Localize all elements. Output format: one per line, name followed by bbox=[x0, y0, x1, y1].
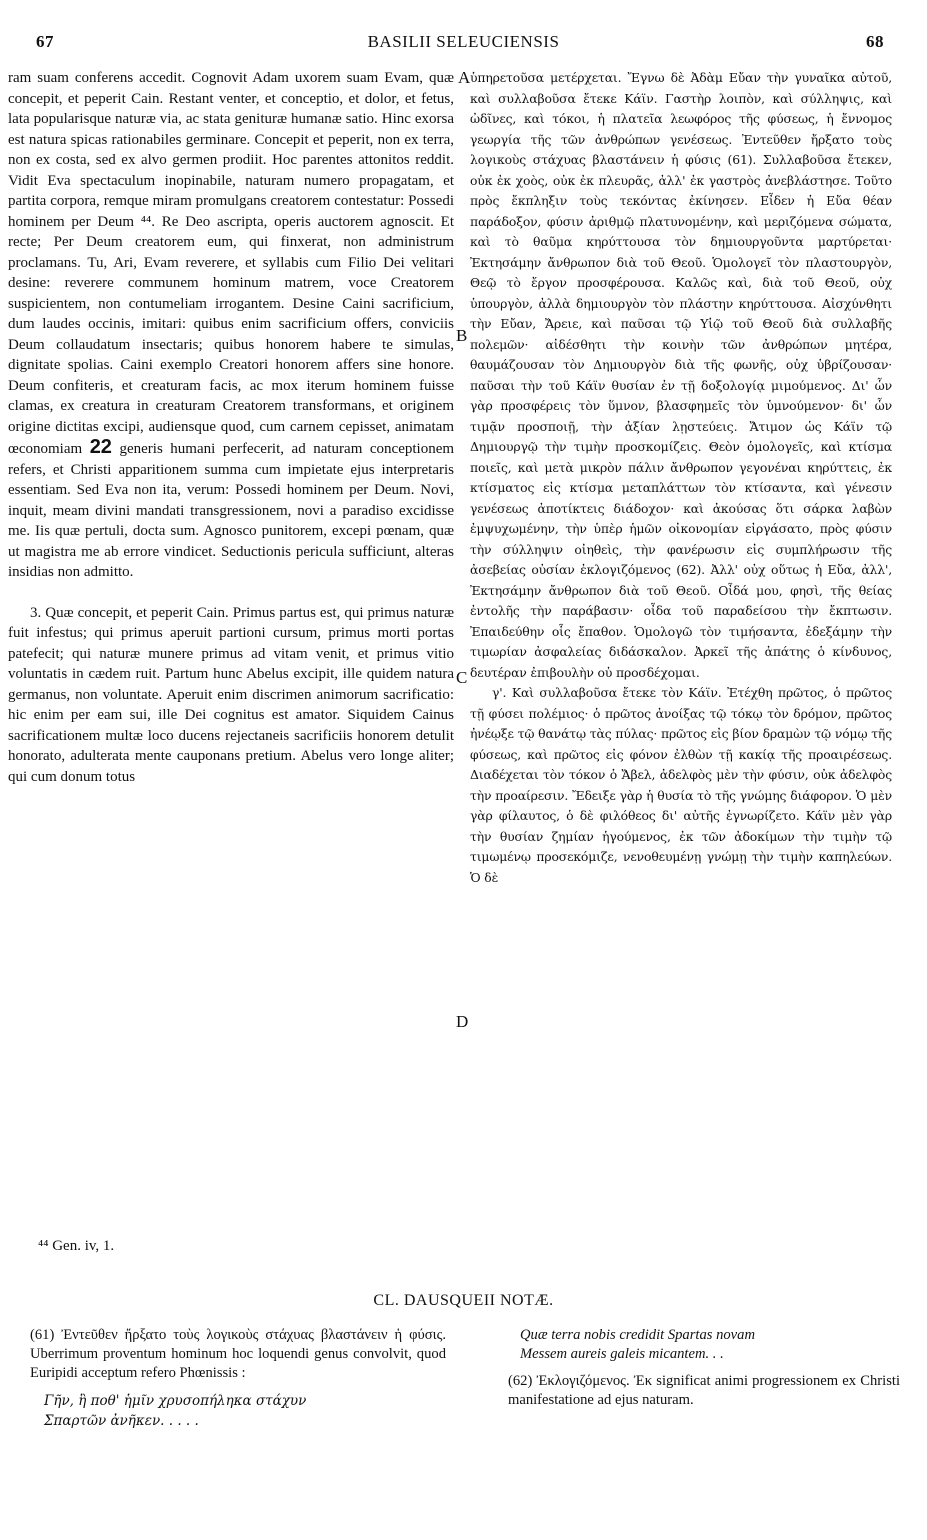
notes-left-column bbox=[30, 1326, 446, 1431]
margin-letter-b: B bbox=[456, 326, 468, 345]
verse-line: Messem aureis galeis micantem. . . bbox=[520, 1346, 724, 1362]
verse-line: Quæ terra nobis credidit Spartas novam bbox=[520, 1327, 755, 1343]
margin-letter-a: A bbox=[458, 68, 471, 87]
latin-paragraph: 3. Quæ concepit, et peperit Cain. Primus partus est, qui primus naturæ fuit infestus; qui primus aperuit partioni cursum, primus morti portas patefecit; qui naturæ munere primus ad vitam venit, et primus vitio voluntatis in cædem ruit. Partum hunc Abelus excipit, ille quidem natura germanus, non voluntate. Aperuit enim discrimen animorum sacrificatio: hic enim per eam sui, ille Dei cognitus est amator. Siquidem Cainus sacrificationem multæ loco ducens rejectaneis sacrificiis honorem detulit honorato, adulterata mente cauponans pretium. Abelus vero longe aliter; qui cum donum totus bbox=[8, 604, 454, 785]
margin-letter-c: C bbox=[456, 668, 468, 687]
latin-text: ram suam conferens accedit. Cognovit Adam uxorem suam Evam, quæ concepit, et peperit Cain. Restant venter, et conceptio, et dolor, et fetus, lata popularisque naturæ via, ac stata genituræ humanæ satio. Hinc exorsa est natura spicas rationabiles germinare. Concepit et peperit, non ex terra, non ex costa, sed ex alvo germen prodiit. Hoc parentes attonitos reddit. Vidit Eva spectaculum inopinabile, naturam numero propagatam, et partita corpora, remque miram promulgans creatorem contestatur: Possedi hominem per Deum ⁴⁴. Re Deo ascripta, operis auctorem agnoscit. Et recte; Per Deum creatorem eum, qui finxerat, non administrum proclamans. Tu, Ari, Evam reverere, et syllabis cum Filio Dei velitari desine: reverere communem hominum matrem, voce Creatorem suspicientem, non contumeliam irrogantem. Desine Caini sacrificium, dum laudes occinis, imitari: quibus enim sacrificium offers, conviciis Deum collaudatum insectaris; quibus honorem habere te simulas, dignitate spolias. Caini exemplo Creatori honorem affers sine honore. Deum confiteris, et creaturam facis, ac mox iterum hominem fuisse clamas, ex creatura in creaturam Creatorem transformans, et originem origine dictitas excipi, audiensque quod, cum carnem cepisset, animatam œconomiam bbox=[8, 70, 454, 457]
margin-letter-d: D bbox=[456, 1012, 469, 1031]
right-page-number: 68 bbox=[866, 32, 884, 51]
note-61: (61) Ἐντεῦθεν ἤρξατο τοὺς λογικοὺς στάχυας βλαστάνειν ἡ φύσις. Uberrimum proventum hominum hoc loquendi genus convolvit, quod Euripidi acceptum refero Phœnissis : bbox=[30, 1327, 446, 1381]
verse-line: Γῆν, ἣ ποθ' ἡμῖν χρυσοπήληκα στάχυν bbox=[44, 1393, 307, 1409]
greek-paragraph: ὑπηρετοῦσα μετέρχεται. Ἔγνω δὲ Ἀδὰμ Εὔαν τὴν γυναῖκα αὐτοῦ, καὶ συλλαβοῦσα ἔτεκε Κάϊν. Γαστὴρ λοιπὸν, καὶ σύλληψις, καὶ ὠδῖνες, καὶ τόκοι, ἡ πλατεῖα λεωφόρος τῆς φύσεως, ἡ ἔννομος γεωργία τῆς τῶν ἀνθρώπων γενέσεως. Ἐντεῦθεν ἤρξατο τοὺς λογικοὺς στάχυας βλαστάνειν ἡ φύσις (61). Συλλαβοῦσα ἔτεκεν, οὐκ ἐκ χοὸς, οὐκ ἐκ πλευρᾶς, ἀλλ' ἐκ γαστρὸς ἀνεβλάστησε. Τοῦτο πρὸς ἔκπληξιν τοὺς τεκόντας ἐκίνησεν. Εἶδεν ἡ Εὔα θέαν παράδοξον, φύσιν ἀριθμῷ πλατυνομένην, καὶ μεριζόμενα σώματα, καὶ τὸ θαῦμα κηρύττουσα τὸν δημιουργοῦντα μαρτύρεται· Ἐκτησάμην ἄνθρωπον διὰ τοῦ Θεοῦ. Ὁμολογεῖ τὸν πλαστουργὸν, Θεῷ τὸ ἔργον προσφέρουσα. Καλῶς καὶ, διὰ τοῦ Θεοῦ, οὐχ ὑπουργὸν, ἀλλὰ δημιουργὸν τὸν πλάστην κηρύττουσα. Αἰσχύνθητι τὴν Εὔαν, Ἄρειε, καὶ παῦσαι τῷ Υἱῷ τοῦ Θεοῦ διὰ συλλαβῆς πολεμῶν· αἰδέσθητι τὴν κοινὴν τῶν ἀνθρώπων μητέρα, θαυμάζουσαν τὸν Δημιουργὸν διὰ τῆς φωνῆς, οὐχ ὑβρίζουσαν· παῦσαι τὴν τοῦ Κάϊν θυσίαν ἐν τῇ δοξολογίᾳ μιμούμενος. Δι' ὧν γὰρ προσφέρεις τὸν ὕμνον, βλασφημεῖς τὸν ὑμνούμενον· δι' ὧν τιμᾷν προσποιῇ, τὴν ἀξίαν λῃστεύεις. Ἄτιμον ὡς Κάϊν τῷ Δημιουργῷ τὴν τιμὴν προσκομίζεις. Θεὸν ὁμολογεῖς, καὶ κτίσμα ποιεῖς, καὶ μετὰ μικρὸν πάλιν ἄνθρωπον γεγονέναι κηρύττεις, ἐκ κτίσματος εἰς κτίσμα μεταπλάττων τὸν κτίσαντα, καὶ γένεσιν γενέσεως ἀποτίκτεις διάδοχον· καὶ ἀκούσας ὅτι σάρκα λαβὼν ἐμψυχωμένην, τὴν ὑπὲρ ἡμῶν οἰκονομίαν εἰργάσατο, πρὸς φύσιν τὴν σύλληψιν οἰηθεὶς, τὴν φανέρωσιν εἰς συμπλήρωσιν τῆς ἀσεβείας οὐσίαν ἐκλογιζόμενος (62). Ἀλλ' οὐχ οὕτως ἡ Εὔα, ἀλλ', Ἐκτησάμην ἄνθρωπον διὰ τοῦ Θεοῦ. Οἶδά μου, φησὶ, τῆς θείας ἐντολῆς τὴν παράβασιν· οἶδα τοῦ παραδείσου τὴν ἔκπτωσιν. Ἐπαιδεύθην οἷς ἔπαθον. Ὁμολογῶ τὸν τιμήσαντα, ἐδεξάμην τὴν τιμωρίαν ἀσφαλείας διδάσκαλον. Ἀρκεῖ τῆς ἀπάτης ὁ κίνδυνος, δευτέραν ἐπιβουλὴν οὐ προσδέχομαι. bbox=[470, 70, 892, 680]
footnote: ⁴⁴ Gen. iv, 1. bbox=[38, 1238, 115, 1254]
notes-title: CL. DAUSQUEII NOTÆ. bbox=[373, 1292, 554, 1309]
column-number: 22 bbox=[89, 436, 112, 458]
greek-column bbox=[470, 68, 892, 888]
greek-paragraph: γ'. Καὶ συλλαβοῦσα ἔτεκε τὸν Κάϊν. Ἐτέχθη πρῶτος, ὁ πρῶτος τῇ φύσει πολέμιος· ὁ πρῶτος ἀνοίξας τῷ τόκῳ τὸν δρόμον, πρῶτος ἠνέῳξε τῷ θανάτῳ τὰς πύλας· πρῶτος εἰς βίον δραμὼν τῷ νόμῳ τῆς φύσεως, καὶ πρῶτος εἰς φόνον ἐλθὼν τῇ κακίᾳ τῆς προαιρέσεως. Διαδέχεται τὸν τόκον ὁ Ἄβελ, ἀδελφὸς μὲν τὴν φύσιν, οὐκ ἀδελφὸς τὴν προαίρεσιν. Ἔδειξε γὰρ ἡ θυσία τὸ τῆς γνώμης διάφορον. Ὁ μὲν γὰρ φίλαυτος, ὁ δὲ φιλόθεος δι' αὐτῆς ἐγνωρίζετο. Κάϊν μὲν γὰρ τὴν θυσίαν ζημίαν ἡγούμενος, ἐκ τῶν ἀδοκίμων τὴν τιμὴν τῷ τιμωμένῳ προσεκόμιζε, νενοθευμένῃ γνώμῃ τὴν τιμὴν καπηλεύων. Ὁ δὲ bbox=[470, 685, 892, 885]
left-page-number: 67 bbox=[36, 32, 54, 51]
note-62: (62) Ἐκλογιζόμενος. Ἐκ significat animi progressionem ex Christi manifestatione ad ejus naturam. bbox=[508, 1373, 900, 1408]
latin-column bbox=[8, 68, 454, 787]
latin-text: generis humani perfecerit, ad naturam conceptionem refers, et Christi apparitionem summa cum impietate ejus interpretaris essentiam. Sed Eva non ita, verum: Possedi hominem per Deum. Novi, inquit, meam divini mandati transgressionem, novi a paradiso excidisse me. Iis quæ pertuli, docta sum. Agnosco punitorem, excepi pœnam, quæ ut magistra me ab errore vindicet. Seductionis pericula sufficiunt, alteras insidias non admitto. bbox=[8, 441, 455, 580]
latin-paragraph bbox=[8, 68, 454, 583]
verse-line: Σπαρτῶν ἀνῆκεν. . . . . bbox=[44, 1413, 199, 1429]
running-title: BASILII SELEUCIENSIS bbox=[367, 32, 560, 51]
notes-right-column bbox=[508, 1326, 900, 1418]
